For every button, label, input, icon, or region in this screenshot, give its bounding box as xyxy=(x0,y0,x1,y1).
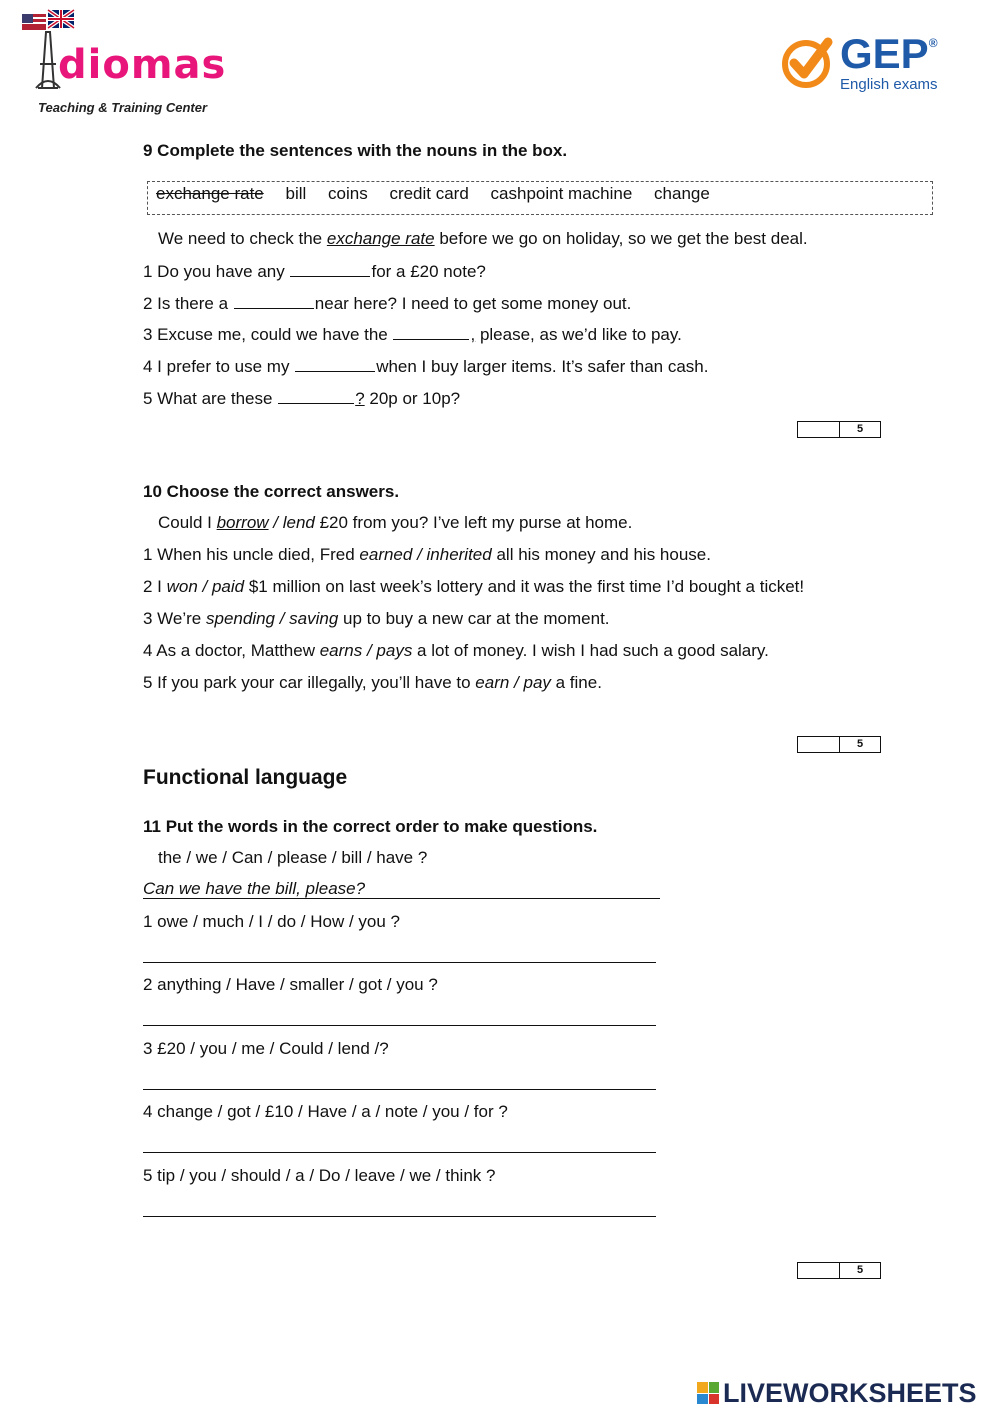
score-input[interactable] xyxy=(798,737,840,752)
ex10-item: 5 If you park your car illegally, you’ll have to earn / pay a fine. xyxy=(143,673,602,692)
gep-logo xyxy=(782,32,952,98)
ex9-item: 5 What are these ? 20p or 10p? xyxy=(143,389,461,408)
liveworksheets-logo xyxy=(697,1376,977,1410)
word-box-item: change xyxy=(654,184,710,203)
idiomas-logo xyxy=(18,4,233,119)
answer-options[interactable]: won / paid xyxy=(166,577,245,596)
answer-line[interactable] xyxy=(143,1089,656,1090)
ex10-item: 1 When his uncle died, Fred earned / inherited all his money and his house. xyxy=(143,545,711,564)
score-input[interactable] xyxy=(798,1263,840,1278)
gep-wordmark: GEP® xyxy=(840,30,938,77)
liveworksheets-mark-icon xyxy=(697,1382,719,1404)
ex9-title: 9 Complete the sentences with the nouns in the box. xyxy=(143,141,568,160)
ex11-item: 3 £20 / you / me / Could / lend /? xyxy=(143,1039,389,1058)
answer-options[interactable]: earned / inherited xyxy=(359,545,492,564)
score-total: 5 xyxy=(856,423,864,435)
answer-options[interactable]: earn / pay xyxy=(475,673,551,692)
answer-blank[interactable] xyxy=(278,387,354,404)
idiomas-wordmark: diomas xyxy=(58,42,227,88)
checkmark-circle-icon xyxy=(782,36,834,88)
word-box xyxy=(147,181,933,215)
answer-line[interactable] xyxy=(143,962,656,963)
ex11-example-answer: Can we have the bill, please? xyxy=(143,879,366,898)
ex11-item: 5 tip / you / should / a / Do / leave / we / think ? xyxy=(143,1166,496,1185)
answer-underline xyxy=(143,898,660,899)
ex10-item: 2 I won / paid $1 million on last week’s lottery and it was the first time I’d bought a ticket! xyxy=(143,577,805,596)
word-box-item: bill xyxy=(285,184,307,203)
ex10-example: Could I borrow / lend £20 from you? I’ve left my purse at home. xyxy=(158,513,633,532)
ex11-item: 2 anything / Have / smaller / got / you ? xyxy=(143,975,438,994)
ex9-item: 4 I prefer to use my when I buy larger items. It’s safer than cash. xyxy=(143,357,709,376)
answer-line[interactable] xyxy=(143,1152,656,1153)
ex9-item: 3 Excuse me, could we have the , please, as we’d like to pay. xyxy=(143,325,682,344)
liveworksheets-wordmark: LIVEWORKSHEETS xyxy=(723,1377,977,1408)
ex11-title: 11 Put the words in the correct order to make questions. xyxy=(143,817,598,836)
gep-subtitle: English exams xyxy=(840,76,938,93)
score-total: 5 xyxy=(856,738,864,750)
score-box xyxy=(797,736,881,753)
score-input[interactable] xyxy=(798,422,840,437)
ex9-item: 1 Do you have any for a £20 note? xyxy=(143,262,486,281)
ex9-example: We need to check the exchange rate before we go on holiday, so we get the best deal. xyxy=(158,229,808,248)
answer-options[interactable]: earns / pays xyxy=(319,641,413,660)
answer-line[interactable] xyxy=(143,1025,656,1026)
answer-options[interactable]: spending / saving xyxy=(206,609,339,628)
score-box xyxy=(797,1262,881,1279)
answer-blank[interactable] xyxy=(393,323,469,340)
word-box-item: cashpoint machine xyxy=(490,184,633,203)
score-total: 5 xyxy=(856,1264,864,1276)
ex9-item: 2 Is there a near here? I need to get some money out. xyxy=(143,294,632,313)
ex11-item: 4 change / got / £10 / Have / a / note / you / for ? xyxy=(143,1102,508,1121)
ex10-item: 4 As a doctor, Matthew earns / pays a lot of money. I wish I had such a good salary. xyxy=(143,641,769,660)
score-box xyxy=(797,421,881,438)
word-box-item: credit card xyxy=(389,184,469,203)
answer-blank[interactable] xyxy=(234,292,314,309)
word-box-item: exchange rate xyxy=(156,184,264,203)
answer-blank[interactable] xyxy=(295,355,375,372)
ex11-example-words: the / we / Can / please / bill / have ? xyxy=(158,848,428,867)
answer-blank[interactable] xyxy=(290,260,370,277)
idiomas-subtitle: Teaching & Training Center xyxy=(38,100,208,115)
section-heading: Functional language xyxy=(143,766,348,789)
ex11-item: 1 owe / much / I / do / How / you ? xyxy=(143,912,401,931)
word-box-item: coins xyxy=(328,184,368,203)
ex10-item: 3 We’re spending / saving up to buy a new car at the moment. xyxy=(143,609,610,628)
answer-line[interactable] xyxy=(143,1216,656,1217)
ex10-title: 10 Choose the correct answers. xyxy=(143,482,400,501)
